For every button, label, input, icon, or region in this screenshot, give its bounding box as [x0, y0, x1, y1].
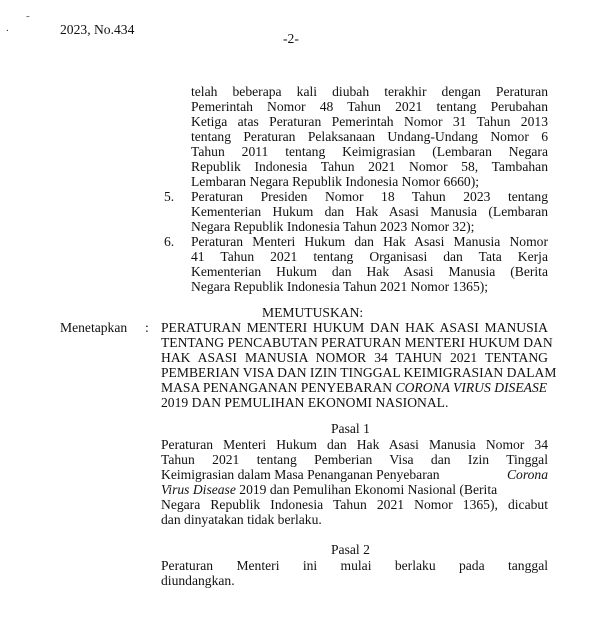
- text-line: Lembaran Negara Republik Indonesia Nomor 6660);: [191, 174, 480, 189]
- text-line: Tahun 2021 tentang Pemberian Visa dan Izin Tinggal: [161, 452, 548, 467]
- pasal-1-title: Pasal 1: [331, 421, 370, 436]
- pasal-2-body: [161, 558, 548, 588]
- text-line: PERATURAN MENTERI HUKUM DAN HAK ASASI MANUSIA: [161, 320, 548, 335]
- decision-colon: :: [145, 320, 149, 335]
- italic-term: Corona: [506, 467, 548, 482]
- text-line: Negara Republik Indonesia Tahun 2021 Nomor 1365);: [191, 279, 489, 294]
- italic-term: CORONA VIRUS DISEASE: [395, 380, 548, 395]
- text-line: Kementerian Hukum dan Hak Asasi Manusia (Lembaran: [191, 204, 548, 219]
- list-item: [191, 189, 548, 234]
- text-line: PEMBERIAN VISA DAN IZIN TINGGAL KEIMIGRASIAN DALAM: [161, 365, 557, 380]
- item-number: 6.: [164, 234, 175, 249]
- decision-heading: MEMUTUSKAN:: [262, 305, 364, 320]
- text-line: [161, 482, 548, 497]
- text-line: Kementerian Hukum dan Hak Asasi Manusia (Berita: [191, 264, 548, 279]
- scan-mark: .: [6, 22, 9, 34]
- text-segment: 2019 dan Pemulihan Ekonomi Nasional (Berita: [235, 482, 498, 497]
- text-line: diundangkan.: [161, 573, 235, 588]
- text-line: Negara Republik Indonesia Tahun 2021 Nomor 1365), dicabut: [161, 497, 548, 512]
- page-number: -2-: [283, 31, 299, 46]
- text-line: Peraturan Menteri ini mulai berlaku pada tanggal: [161, 558, 548, 573]
- text-line: Ketiga atas Peraturan Pemerintah Nomor 31 Tahun 2013: [191, 114, 548, 129]
- text-line: 41 Tahun 2021 tentang Organisasi dan Tata Kerja: [191, 249, 548, 264]
- text-line: Negara Republik Indonesia Tahun 2023 Nomor 32);: [191, 219, 475, 234]
- italic-term: Virus Disease: [161, 482, 236, 497]
- text-line: dan dinyatakan tidak berlaku.: [161, 512, 322, 527]
- text-segment: Keimigrasian dalam Masa Penanganan Penyebaran: [161, 467, 440, 482]
- text-line: Peraturan Menteri Hukum dan Hak Asasi Manusia Nomor: [191, 234, 548, 249]
- text-line: Peraturan Menteri Hukum dan Hak Asasi Manusia Nomor 34: [161, 437, 548, 452]
- text-line: Tahun 2011 tentang Keimigrasian (Lembaran Negara: [191, 144, 548, 159]
- text-line: Peraturan Presiden Nomor 18 Tahun 2023 tentang: [191, 189, 548, 204]
- text-line: Republik Indonesia Tahun 2021 Nomor 58, Tambahan: [191, 159, 548, 174]
- scan-mark: ˜: [26, 14, 30, 26]
- text-line: 2019 DAN PEMULIHAN EKONOMI NASIONAL.: [161, 395, 449, 410]
- preamble-continuation: [191, 84, 548, 189]
- text-line: Pemerintah Nomor 48 Tahun 2021 tentang Perubahan: [191, 99, 548, 114]
- text-line: tentang Peraturan Pelaksanaan Undang-Undang Nomor 6: [191, 129, 548, 144]
- pasal-2-title: Pasal 2: [331, 542, 370, 557]
- list-item: [191, 234, 548, 294]
- text-segment: MASA PENANGANAN PENYEBARAN: [161, 380, 396, 395]
- text-line: [161, 467, 548, 482]
- gazette-number: 2023, No.434: [60, 22, 135, 37]
- text-line: telah beberapa kali diubah terakhir dengan Peraturan: [191, 84, 548, 99]
- text-line: TENTANG PENCABUTAN PERATURAN MENTERI HUKUM DAN: [161, 335, 553, 350]
- text-line: HAK ASASI MANUSIA NOMOR 34 TAHUN 2021 TENTANG: [161, 350, 548, 365]
- text-line: [161, 380, 548, 395]
- item-number: 5.: [164, 189, 175, 204]
- decision-text: [161, 320, 557, 410]
- pasal-1-body: [161, 437, 548, 527]
- decision-label: Menetapkan: [60, 320, 128, 335]
